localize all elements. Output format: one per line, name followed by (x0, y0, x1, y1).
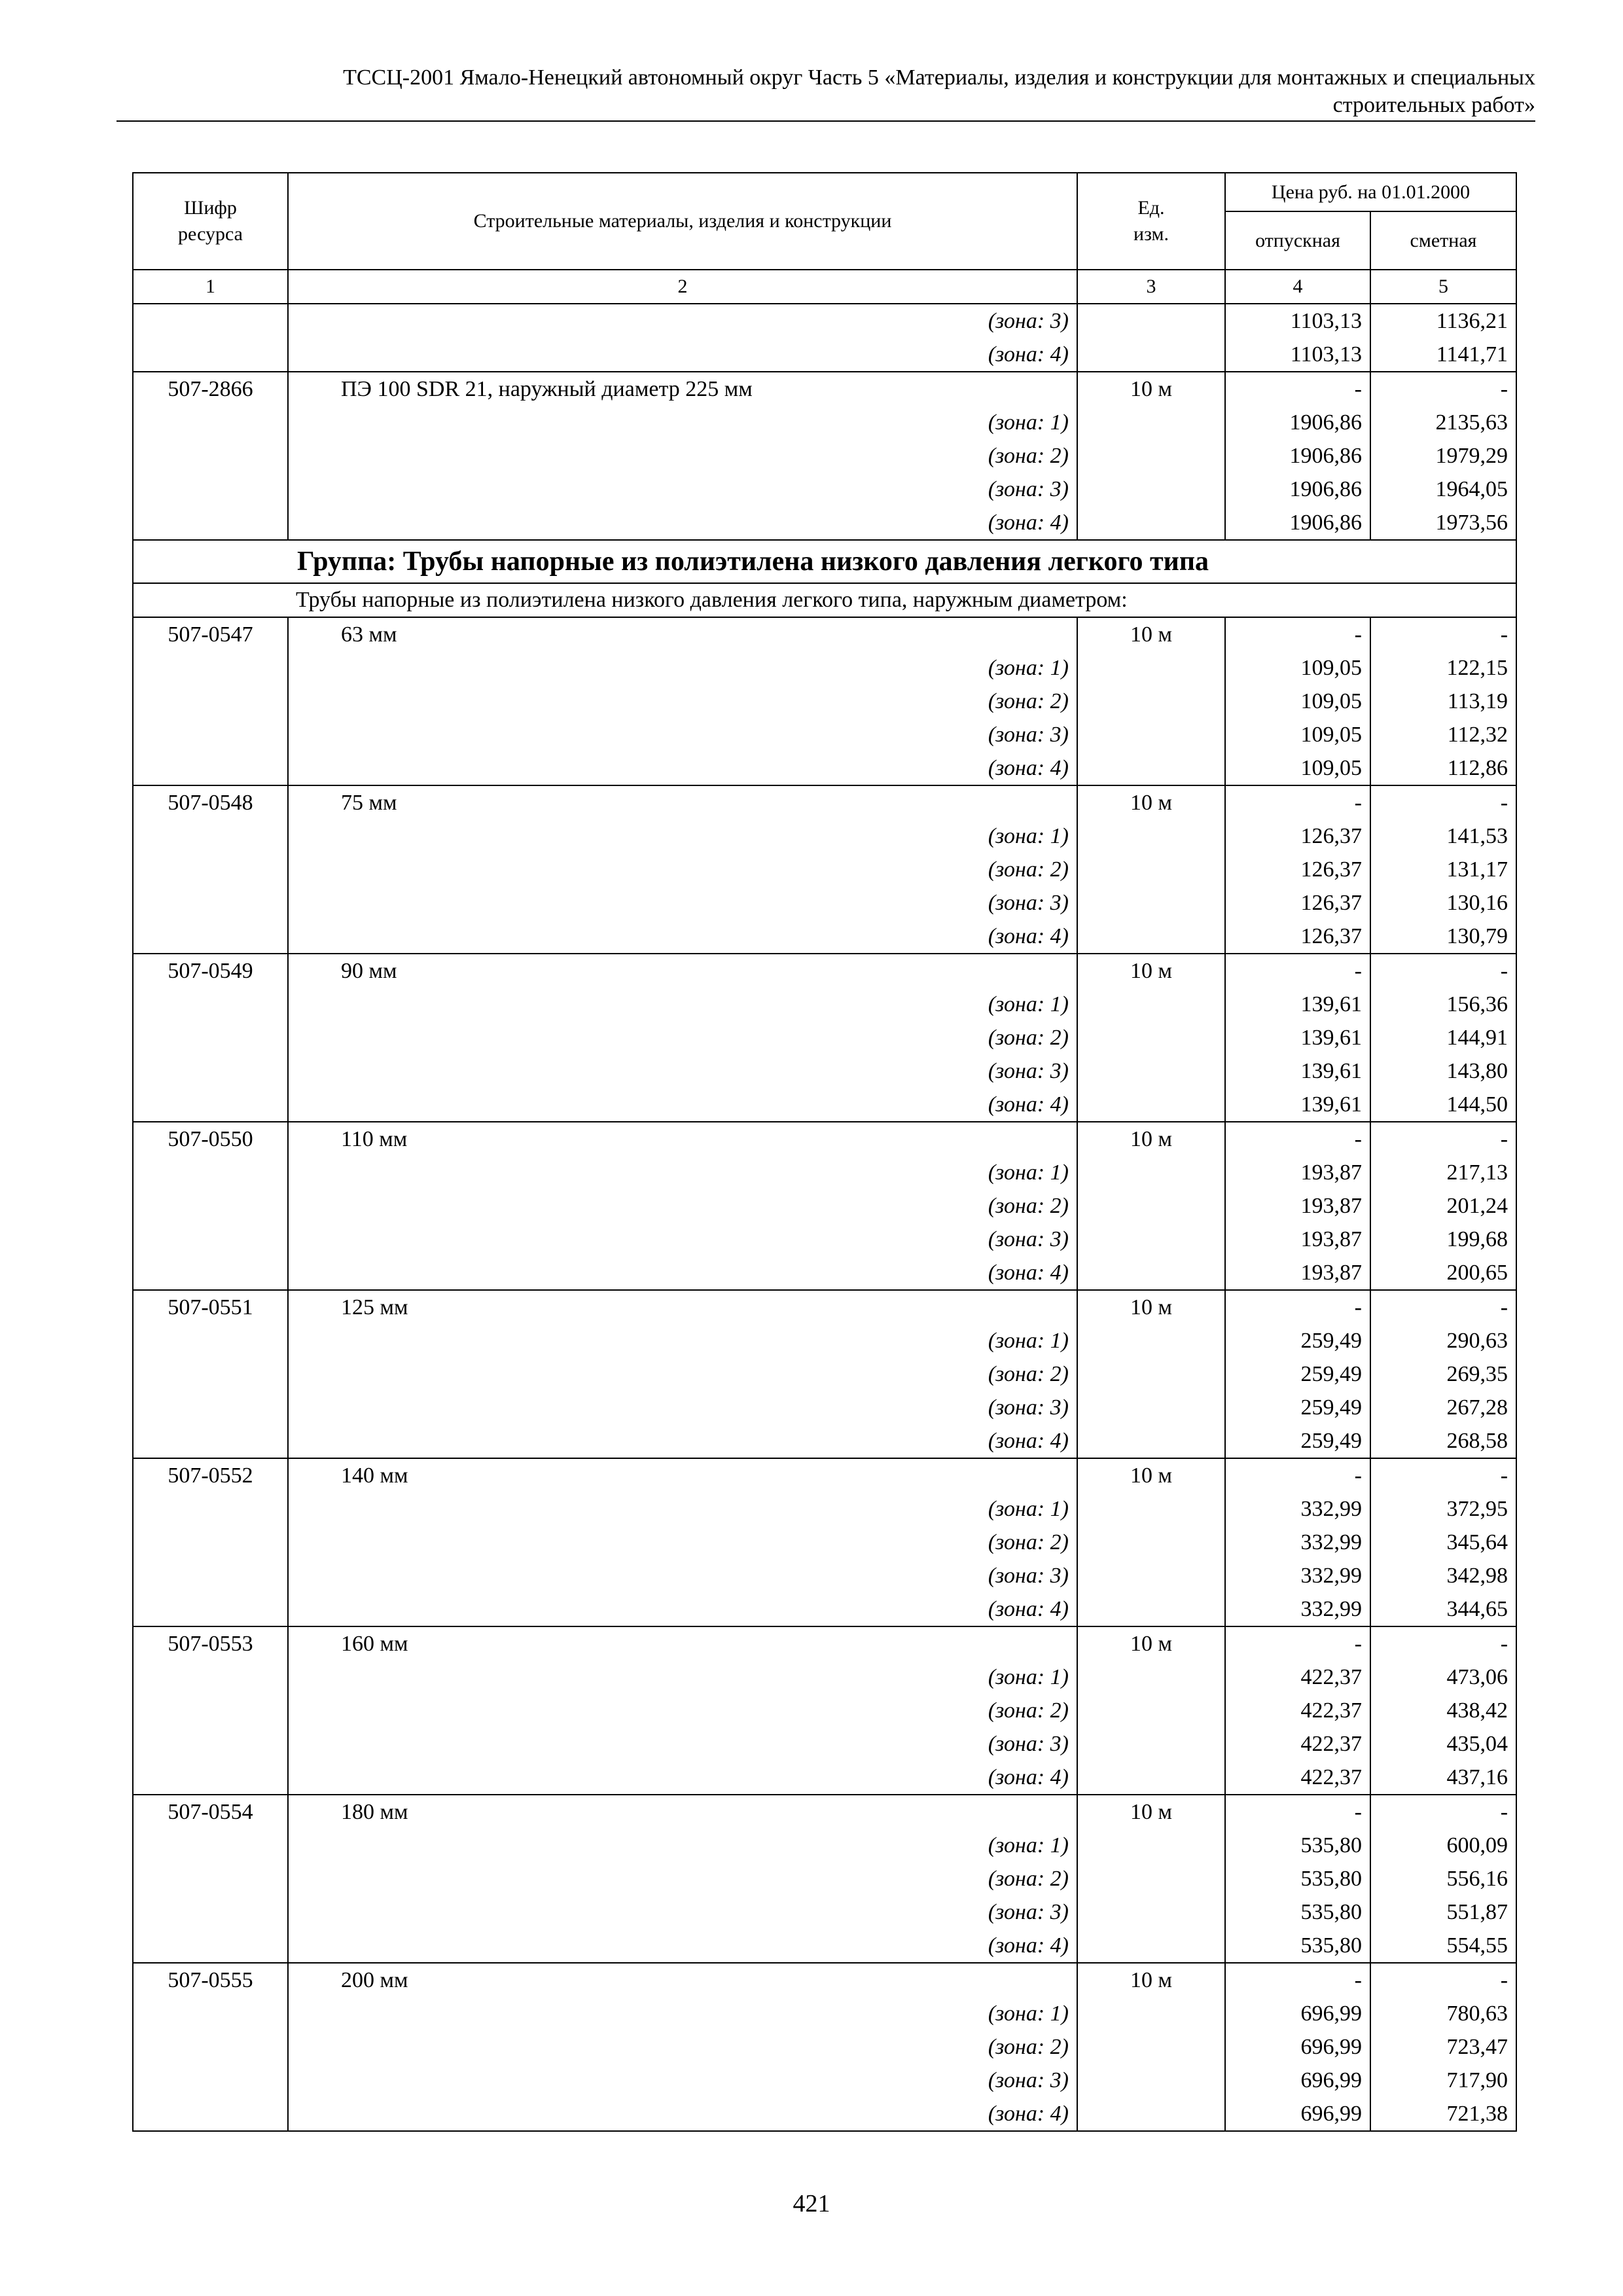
resource-name: ПЭ 100 SDR 21, наружный диаметр 225 мм (288, 372, 1077, 406)
resource-code: 507-0549 (133, 954, 288, 988)
zone-label: (зона: 2) (288, 1189, 1077, 1223)
wholesale-price: 1906,86 (1225, 406, 1370, 439)
wholesale-price: 1906,86 (1225, 473, 1370, 506)
col-header-name: Строительные материалы, изделия и конструкции (288, 173, 1077, 270)
zone-label: (зона: 1) (288, 406, 1077, 439)
estimate-price: 780,63 (1370, 1997, 1516, 2030)
zone-label: (зона: 2) (288, 2030, 1077, 2064)
zone-label: (зона: 4) (288, 1761, 1077, 1795)
resource-name: 200 мм (288, 1963, 1077, 1997)
wholesale-price: 259,49 (1225, 1357, 1370, 1391)
zone-row (133, 1021, 1516, 1054)
item-row (133, 1122, 1516, 1156)
zone-label: (зона: 3) (288, 1391, 1077, 1424)
wholesale-price: 139,61 (1225, 1021, 1370, 1054)
zone-label: (зона: 3) (288, 1895, 1077, 1929)
zone-label: (зона: 4) (288, 920, 1077, 954)
zone-row (133, 1727, 1516, 1761)
estimate-price: 156,36 (1370, 988, 1516, 1021)
estimate-price: 112,86 (1370, 751, 1516, 785)
estimate-price: 217,13 (1370, 1156, 1516, 1189)
wholesale-price: 696,99 (1225, 1997, 1370, 2030)
wholesale-price: - (1225, 785, 1370, 819)
zone-label: (зона: 3) (288, 886, 1077, 920)
resource-unit: 10 м (1077, 617, 1225, 651)
item-row (133, 1795, 1516, 1829)
zone-label: (зона: 4) (288, 2097, 1077, 2131)
zone-row (133, 1088, 1516, 1122)
estimate-price: - (1370, 617, 1516, 651)
estimate-price: 721,38 (1370, 2097, 1516, 2131)
estimate-price: - (1370, 1795, 1516, 1829)
zone-row (133, 1694, 1516, 1727)
zone-row (133, 1660, 1516, 1694)
resource-code: 507-0547 (133, 617, 288, 651)
zone-row (133, 1862, 1516, 1895)
resource-name: 180 мм (288, 1795, 1077, 1829)
wholesale-price: 109,05 (1225, 685, 1370, 718)
estimate-price: 290,63 (1370, 1324, 1516, 1357)
resource-code: 507-2866 (133, 372, 288, 406)
zone-label: (зона: 4) (288, 1424, 1077, 1458)
zone-label: (зона: 2) (288, 685, 1077, 718)
zone-label: (зона: 1) (288, 1156, 1077, 1189)
zone-row (133, 1156, 1516, 1189)
items-body (133, 617, 1516, 2131)
wholesale-price: - (1225, 617, 1370, 651)
zone-label: (зона: 3) (288, 718, 1077, 751)
wholesale-price: 1906,86 (1225, 506, 1370, 540)
wholesale-price: 1103,13 (1225, 338, 1370, 372)
zone-row (133, 2097, 1516, 2131)
resource-name: 90 мм (288, 954, 1077, 988)
estimate-price: - (1370, 1963, 1516, 1997)
zone-row (133, 406, 1516, 439)
zone-row (133, 1997, 1516, 2030)
wholesale-price: 332,99 (1225, 1492, 1370, 1526)
group-title-row (133, 540, 1516, 583)
resource-name: 160 мм (288, 1626, 1077, 1660)
estimate-price: 268,58 (1370, 1424, 1516, 1458)
estimate-price: 342,98 (1370, 1559, 1516, 1592)
wholesale-price: - (1225, 1122, 1370, 1156)
zone-row (133, 304, 1516, 338)
page-header (116, 64, 1535, 119)
zone-row (133, 988, 1516, 1021)
resource-name: 63 мм (288, 617, 1077, 651)
resource-code: 507-0552 (133, 1458, 288, 1492)
resource-unit: 10 м (1077, 1963, 1225, 1997)
zone-label: (зона: 1) (288, 651, 1077, 685)
item-row (133, 1963, 1516, 1997)
zone-label: (зона: 2) (288, 1021, 1077, 1054)
estimate-price: 344,65 (1370, 1592, 1516, 1626)
wholesale-price: - (1225, 372, 1370, 406)
zone-row (133, 920, 1516, 954)
col-number-1: 1 (133, 270, 288, 304)
resource-unit: 10 м (1077, 1290, 1225, 1324)
estimate-price: 144,50 (1370, 1088, 1516, 1122)
wholesale-price: 109,05 (1225, 651, 1370, 685)
wholesale-price: 109,05 (1225, 751, 1370, 785)
resource-unit: 10 м (1077, 1122, 1225, 1156)
wholesale-price: 126,37 (1225, 886, 1370, 920)
wholesale-price: 259,49 (1225, 1391, 1370, 1424)
estimate-price: - (1370, 1626, 1516, 1660)
zone-row (133, 1223, 1516, 1256)
zone-label: (зона: 3) (288, 304, 1077, 338)
wholesale-price: - (1225, 954, 1370, 988)
zone-label: (зона: 1) (288, 988, 1077, 1021)
wholesale-price: 332,99 (1225, 1592, 1370, 1626)
estimate-price: 269,35 (1370, 1357, 1516, 1391)
continuation-block (133, 304, 1516, 372)
item-row (133, 1458, 1516, 1492)
wholesale-price: 422,37 (1225, 1761, 1370, 1795)
zone-row (133, 1895, 1516, 1929)
estimate-price: - (1370, 1458, 1516, 1492)
resource-unit: 10 м (1077, 785, 1225, 819)
resource-code: 507-0548 (133, 785, 288, 819)
zone-label: (зона: 4) (288, 506, 1077, 540)
estimate-price: 717,90 (1370, 2064, 1516, 2097)
wholesale-price: - (1225, 1963, 1370, 1997)
wholesale-price: 696,99 (1225, 2030, 1370, 2064)
estimate-price: 144,91 (1370, 1021, 1516, 1054)
wholesale-price: 193,87 (1225, 1256, 1370, 1290)
resource-unit: 10 м (1077, 1458, 1225, 1492)
estimate-price: 2135,63 (1370, 406, 1516, 439)
zone-label: (зона: 2) (288, 1526, 1077, 1559)
wholesale-price: 332,99 (1225, 1526, 1370, 1559)
zone-row (133, 1559, 1516, 1592)
zone-row (133, 751, 1516, 785)
item-row (133, 785, 1516, 819)
estimate-price: 122,15 (1370, 651, 1516, 685)
zone-row (133, 439, 1516, 473)
col-number-3: 3 (1077, 270, 1225, 304)
zone-label: (зона: 3) (288, 473, 1077, 506)
estimate-price: - (1370, 1290, 1516, 1324)
estimate-price: 372,95 (1370, 1492, 1516, 1526)
wholesale-price: 193,87 (1225, 1156, 1370, 1189)
item-row (133, 617, 1516, 651)
zone-label: (зона: 2) (288, 853, 1077, 886)
estimate-price: 435,04 (1370, 1727, 1516, 1761)
price-table (132, 172, 1517, 2132)
zone-row (133, 1929, 1516, 1963)
estimate-price: 143,80 (1370, 1054, 1516, 1088)
item-row (133, 1626, 1516, 1660)
zone-label: (зона: 1) (288, 1324, 1077, 1357)
item-block (133, 372, 1516, 540)
estimate-price: 723,47 (1370, 2030, 1516, 2064)
zone-label: (зона: 4) (288, 1929, 1077, 1963)
zone-row (133, 1054, 1516, 1088)
zone-label: (зона: 3) (288, 1054, 1077, 1088)
zone-row (133, 338, 1516, 372)
zone-label: (зона: 1) (288, 1492, 1077, 1526)
resource-unit: 10 м (1077, 1795, 1225, 1829)
col-header-unit: Ед. изм. (1077, 173, 1225, 270)
wholesale-price: 259,49 (1225, 1324, 1370, 1357)
wholesale-price: 696,99 (1225, 2097, 1370, 2131)
resource-code: 507-0555 (133, 1963, 288, 1997)
group-title: Группа: Трубы напорные из полиэтилена низкого давления легкого типа (133, 540, 1516, 583)
col-header-code: Шифр ресурса (133, 173, 288, 270)
zone-row (133, 718, 1516, 751)
estimate-price: 551,87 (1370, 1895, 1516, 1929)
header-line-2: строительных работ» (1332, 93, 1535, 117)
resource-unit: 10 м (1077, 954, 1225, 988)
wholesale-price: 193,87 (1225, 1189, 1370, 1223)
estimate-price: - (1370, 954, 1516, 988)
estimate-price: - (1370, 1122, 1516, 1156)
col-number-4: 4 (1225, 270, 1370, 304)
zone-row (133, 473, 1516, 506)
zone-row (133, 1761, 1516, 1795)
estimate-price: 200,65 (1370, 1256, 1516, 1290)
wholesale-price: 535,80 (1225, 1829, 1370, 1862)
estimate-price: 438,42 (1370, 1694, 1516, 1727)
zone-row (133, 651, 1516, 685)
wholesale-price: 1103,13 (1225, 304, 1370, 338)
zone-row (133, 1424, 1516, 1458)
group-block (133, 540, 1516, 617)
col-header-estimate: сметная (1370, 211, 1516, 270)
resource-unit: 10 м (1077, 1626, 1225, 1660)
wholesale-price: 535,80 (1225, 1862, 1370, 1895)
group-description: Трубы напорные из полиэтилена низкого давления легкого типа, наружным диаметром: (133, 583, 1516, 617)
zone-row (133, 1829, 1516, 1862)
zone-row (133, 1592, 1516, 1626)
resource-code: 507-0554 (133, 1795, 288, 1829)
zone-row (133, 1492, 1516, 1526)
wholesale-price: 422,37 (1225, 1694, 1370, 1727)
estimate-price: 131,17 (1370, 853, 1516, 886)
resource-name: 110 мм (288, 1122, 1077, 1156)
estimate-price: 201,24 (1370, 1189, 1516, 1223)
zone-label: (зона: 1) (288, 1829, 1077, 1862)
zone-row (133, 506, 1516, 540)
wholesale-price: - (1225, 1458, 1370, 1492)
wholesale-price: 535,80 (1225, 1895, 1370, 1929)
resource-code: 507-0550 (133, 1122, 288, 1156)
zone-label: (зона: 3) (288, 1223, 1077, 1256)
wholesale-price: 332,99 (1225, 1559, 1370, 1592)
zone-row (133, 685, 1516, 718)
wholesale-price: 109,05 (1225, 718, 1370, 751)
zone-row (133, 1189, 1516, 1223)
group-description-row (133, 583, 1516, 617)
estimate-price: 1973,56 (1370, 506, 1516, 540)
zone-label: (зона: 4) (288, 1256, 1077, 1290)
zone-row (133, 1324, 1516, 1357)
wholesale-price: - (1225, 1795, 1370, 1829)
zone-row (133, 1256, 1516, 1290)
zone-row (133, 1357, 1516, 1391)
estimate-price: 554,55 (1370, 1929, 1516, 1963)
wholesale-price: 1906,86 (1225, 439, 1370, 473)
zone-label: (зона: 2) (288, 439, 1077, 473)
col-number-2: 2 (288, 270, 1077, 304)
wholesale-price: - (1225, 1626, 1370, 1660)
item-row (133, 1290, 1516, 1324)
item-row (133, 954, 1516, 988)
zone-label: (зона: 1) (288, 819, 1077, 853)
zone-label: (зона: 4) (288, 1592, 1077, 1626)
estimate-price: 130,16 (1370, 886, 1516, 920)
wholesale-price: - (1225, 1290, 1370, 1324)
col-header-wholesale: отпускная (1225, 211, 1370, 270)
item-row (133, 372, 1516, 406)
header-line-1: ТССЦ-2001 Ямало-Ненецкий автономный округ Часть 5 «Материалы, изделия и конструкции для монтажных и специальных (343, 65, 1535, 90)
estimate-price: 1136,21 (1370, 304, 1516, 338)
wholesale-price: 139,61 (1225, 1054, 1370, 1088)
estimate-price: 112,32 (1370, 718, 1516, 751)
estimate-price: 113,19 (1370, 685, 1516, 718)
resource-unit: 10 м (1077, 372, 1225, 406)
col-header-price: Цена руб. на 01.01.2000 (1225, 173, 1516, 211)
zone-label: (зона: 4) (288, 1088, 1077, 1122)
zone-row (133, 886, 1516, 920)
resource-name: 75 мм (288, 785, 1077, 819)
zone-label: (зона: 2) (288, 1357, 1077, 1391)
zone-row (133, 853, 1516, 886)
wholesale-price: 126,37 (1225, 819, 1370, 853)
zone-row (133, 2064, 1516, 2097)
estimate-price: 267,28 (1370, 1391, 1516, 1424)
resource-code: 507-0551 (133, 1290, 288, 1324)
zone-label: (зона: 1) (288, 1997, 1077, 2030)
wholesale-price: 126,37 (1225, 853, 1370, 886)
wholesale-price: 422,37 (1225, 1660, 1370, 1694)
zone-row (133, 1526, 1516, 1559)
zone-label: (зона: 3) (288, 1727, 1077, 1761)
estimate-price: 199,68 (1370, 1223, 1516, 1256)
estimate-price: 1964,05 (1370, 473, 1516, 506)
zone-label: (зона: 1) (288, 1660, 1077, 1694)
estimate-price: 600,09 (1370, 1829, 1516, 1862)
zone-row (133, 2030, 1516, 2064)
estimate-price: - (1370, 785, 1516, 819)
header-rule (116, 120, 1535, 122)
zone-label: (зона: 4) (288, 751, 1077, 785)
estimate-price: 1979,29 (1370, 439, 1516, 473)
resource-name: 125 мм (288, 1290, 1077, 1324)
wholesale-price: 422,37 (1225, 1727, 1370, 1761)
estimate-price: 556,16 (1370, 1862, 1516, 1895)
wholesale-price: 535,80 (1225, 1929, 1370, 1963)
wholesale-price: 696,99 (1225, 2064, 1370, 2097)
estimate-price: 473,06 (1370, 1660, 1516, 1694)
zone-label: (зона: 2) (288, 1694, 1077, 1727)
zone-label: (зона: 4) (288, 338, 1077, 372)
resource-name: 140 мм (288, 1458, 1077, 1492)
wholesale-price: 139,61 (1225, 988, 1370, 1021)
estimate-price: 141,53 (1370, 819, 1516, 853)
wholesale-price: 126,37 (1225, 920, 1370, 954)
zone-label: (зона: 3) (288, 1559, 1077, 1592)
estimate-price: - (1370, 372, 1516, 406)
col-number-5: 5 (1370, 270, 1516, 304)
zone-row (133, 819, 1516, 853)
resource-code: 507-0553 (133, 1626, 288, 1660)
zone-label: (зона: 2) (288, 1862, 1077, 1895)
estimate-price: 1141,71 (1370, 338, 1516, 372)
estimate-price: 345,64 (1370, 1526, 1516, 1559)
zone-label: (зона: 3) (288, 2064, 1077, 2097)
page-number: 421 (793, 2190, 830, 2217)
zone-row (133, 1391, 1516, 1424)
estimate-price: 437,16 (1370, 1761, 1516, 1795)
wholesale-price: 139,61 (1225, 1088, 1370, 1122)
estimate-price: 130,79 (1370, 920, 1516, 954)
wholesale-price: 259,49 (1225, 1424, 1370, 1458)
wholesale-price: 193,87 (1225, 1223, 1370, 1256)
